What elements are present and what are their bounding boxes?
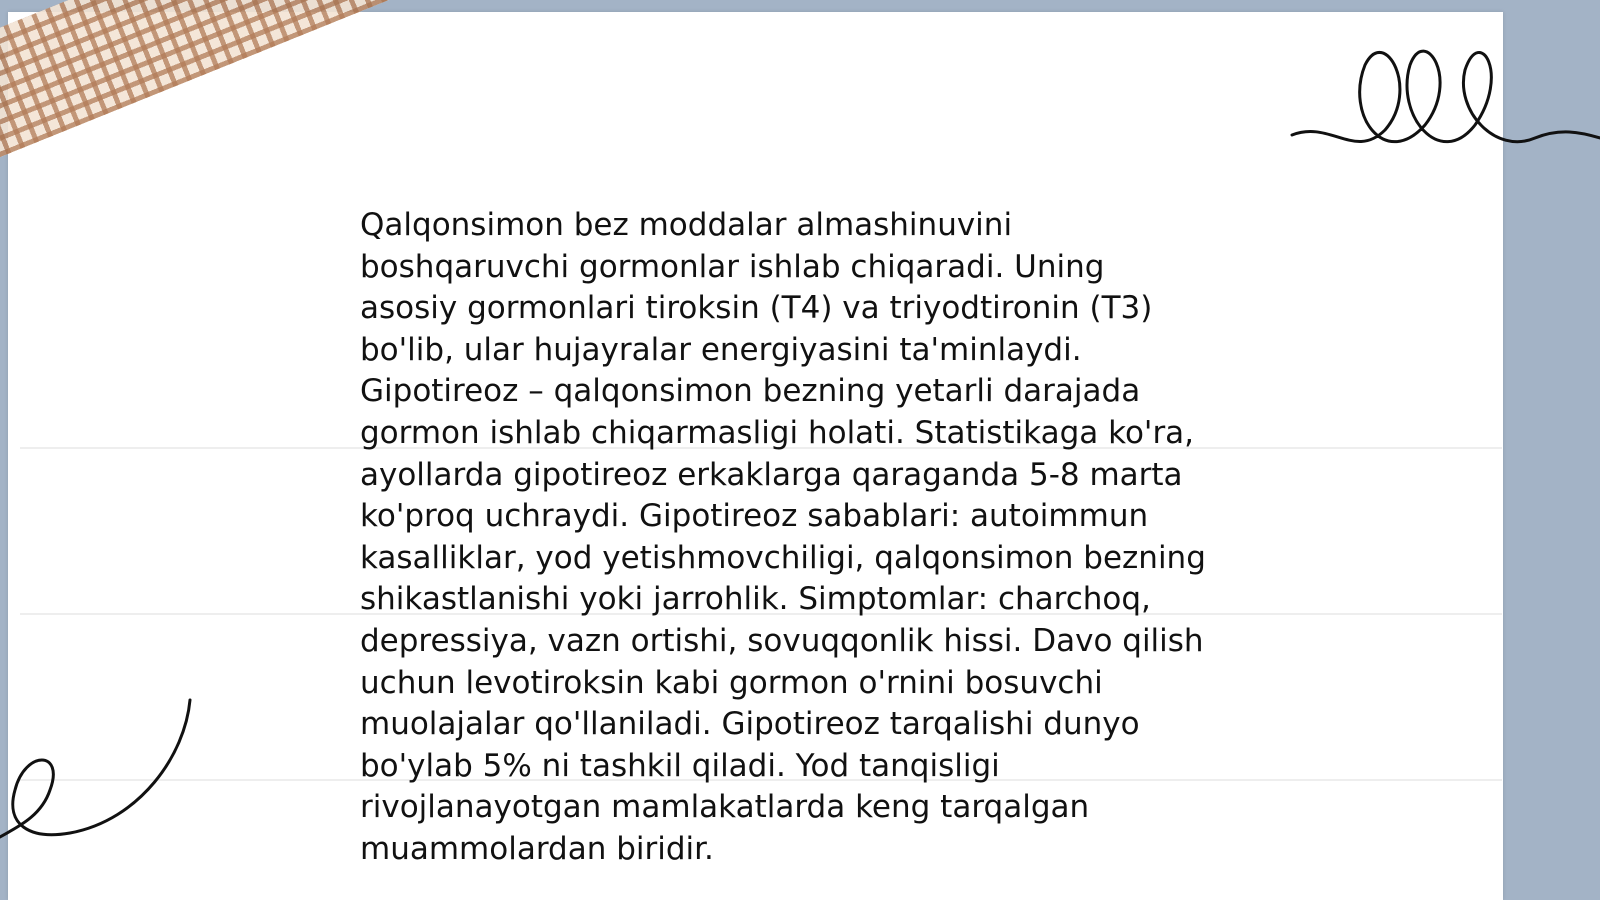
- text-line: depressiya, vazn ortishi, sovuqqonlik hissi. Davo qilish: [360, 622, 1204, 659]
- text-line: muolajalar qo'llaniladi. Gipotireoz tarqalishi dunyo: [360, 706, 1140, 743]
- text-line: gormon ishlab chiqarmasligi holati. Statistikaga ko'ra,: [360, 414, 1195, 451]
- loop-scribble-icon: [1290, 30, 1600, 170]
- text-line: shikastlanishi yoki jarrohlik. Simptomlar: charchoq,: [360, 581, 1151, 618]
- text-line: ayollarda gipotireoz erkaklarga qaraganda 5-8 marta: [360, 456, 1183, 493]
- body-text: [360, 205, 1260, 871]
- text-line: bo'lib, ular hujayralar energiyasini ta'minlaydi.: [360, 331, 1082, 368]
- text-line: bo'ylab 5% ni tashkil qiladi. Yod tanqisligi: [360, 747, 1000, 784]
- text-line: ko'proq uchraydi. Gipotireoz sabablari: autoimmun: [360, 498, 1149, 535]
- text-line: boshqaruvchi gormonlar ishlab chiqaradi. Uning: [360, 248, 1105, 285]
- text-line: Gipotireoz – qalqonsimon bezning yetarli darajada: [360, 373, 1141, 410]
- text-line: rivojlanayotgan mamlakatlarda keng tarqalgan: [360, 789, 1090, 826]
- text-line: kasalliklar, yod yetishmovchiligi, qalqonsimon bezning: [360, 539, 1206, 576]
- swoosh-scribble-icon: [0, 695, 200, 855]
- text-line: muammolardan biridir.: [360, 830, 714, 867]
- text-line: uchun levotiroksin kabi gormon o'rnini bosuvchi: [360, 664, 1103, 701]
- text-line: Qalqonsimon bez moddalar almashinuvini: [360, 207, 1013, 243]
- text-line: asosiy gormonlari tiroksin (T4) va triyodtironin (T3): [360, 290, 1153, 327]
